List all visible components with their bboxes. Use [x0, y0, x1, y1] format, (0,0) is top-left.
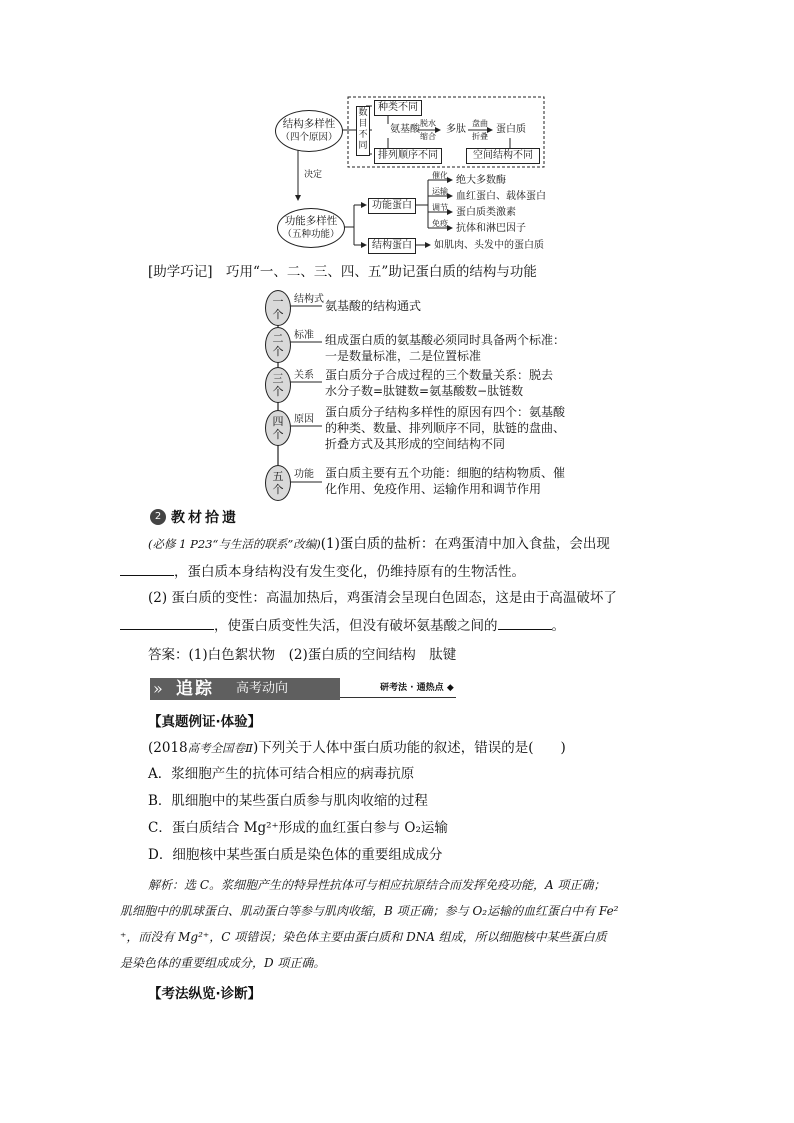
p1-line2 — [120, 561, 525, 582]
mnemonic-line: 水分子数=肽键数=氨基酸数−肽链数 — [325, 384, 524, 398]
func-transport-tag: 运输 — [432, 187, 448, 196]
mnemonic-line: 氨基酸的结构通式 — [325, 299, 422, 313]
mnemonic-line: 折叠方式及其形成的空间结构不同 — [325, 437, 506, 451]
protein-label: 蛋白质 — [496, 124, 526, 135]
question-stem — [148, 738, 566, 758]
func-regulation-desc: 蛋白质类激素 — [456, 207, 516, 218]
dehydrate-bottom-label: 缩合 — [420, 132, 436, 141]
mnemonic-text-1 — [325, 298, 421, 314]
p2-line1 — [148, 588, 617, 608]
option-d[interactable]: D．细胞核中某些蛋白质是染色体的重要组成成分 — [148, 847, 443, 863]
mnemonic-line: 组成蛋白质的氨基酸必须同时具备两个标准： — [325, 333, 566, 347]
p2-text: (2) 蛋白质的变性：高温加热后，鸡蛋清会呈现白色固态，这是由于高温破坏了 — [148, 590, 617, 606]
type-diff-box — [374, 100, 422, 116]
p1-line1 — [148, 534, 610, 554]
function-diversity-node — [277, 208, 345, 248]
analysis-line: 肌细胞中的肌球蛋白、肌动蛋白等参与肌肉收缩，B 项正确；参与 O₂运输的血红蛋白中有 Fe² — [120, 904, 619, 918]
section-badge — [150, 509, 166, 525]
num-char: 个 — [272, 385, 284, 398]
structure-node-line1: 结构多样性 — [282, 118, 336, 130]
helper-title: [助学巧记] 巧用“一、二、三、四、五”助记蛋白质的结构与功能 — [148, 264, 537, 280]
mnemonic-num-4 — [265, 410, 291, 446]
banner-right — [380, 683, 454, 694]
mnemonic-num-1 — [265, 290, 291, 326]
mnemonic-text-3 — [325, 367, 553, 399]
next-heading: 【考法纵览·诊断】 — [148, 986, 262, 1002]
p2-line2 — [120, 615, 565, 636]
p2-line2-a: ，使蛋白质变性失活，但没有破坏氨基酸之间的 — [214, 618, 498, 634]
question-source-a: (2018 — [148, 740, 188, 756]
banner-sub: 高考动向 — [236, 681, 289, 696]
structural-protein-box — [368, 238, 416, 254]
mnemonic-line: 一是数量标准，二是位置标准 — [325, 349, 482, 363]
analysis-line: 是染色体的重要组成成分，D 项正确。 — [120, 956, 326, 970]
polypeptide-label: 多肽 — [446, 124, 466, 135]
num-char: 五 — [272, 470, 284, 483]
question-source-b: 高考全国卷Ⅱ — [187, 741, 253, 755]
dehydrate-top-label: 脱水 — [420, 119, 436, 128]
num-char: 个 — [272, 308, 284, 321]
mnemonic-tag-2: 标准 — [294, 330, 314, 341]
analysis-line: 解析：选 C。浆细胞产生的特异性抗体可与相应抗原结合而发挥免疫功能，A 项正确； — [148, 878, 606, 892]
mnemonic-tag-5: 功能 — [294, 469, 314, 480]
amino-acid-label: 氨基酸 — [390, 124, 420, 135]
count-diff-box — [356, 106, 370, 156]
mnemonic-line: 蛋白质主要有五个功能：细胞的结构物质、催 — [325, 466, 566, 480]
func-immunity-tag: 免疫 — [432, 219, 448, 228]
function-node-line2: （五种功能） — [282, 229, 340, 240]
order-diff-box — [374, 148, 442, 164]
blank-1[interactable] — [120, 561, 174, 576]
functional-protein-label: 功能蛋白 — [372, 200, 412, 211]
num-char: 一 — [272, 295, 284, 308]
mnemonic-text-4 — [325, 404, 565, 452]
mnemonic-line: 化作用、免疫作用、运输作用和调节作用 — [325, 482, 542, 496]
blank-2[interactable] — [120, 615, 214, 630]
mnemonic-line: 蛋白质分子结构多样性的原因有四个：氨基酸 — [325, 405, 566, 419]
num-char: 二 — [272, 332, 284, 345]
structure-diversity-node — [275, 110, 343, 152]
mnemonic-num-3 — [265, 367, 291, 403]
p1-source: (必修 1 P23“与生活的联系”改编) — [148, 537, 321, 551]
functional-protein-box — [368, 198, 416, 214]
question-source-c: )下列关于人体中蛋白质功能的叙述，错误的是( ) — [252, 740, 566, 756]
fold-top-label: 盘曲 — [472, 119, 488, 128]
option-b[interactable]: B．肌细胞中的某些蛋白质参与肌肉收缩的过程 — [148, 793, 428, 809]
analysis-block — [120, 872, 619, 976]
func-immunity-desc: 抗体和淋巴因子 — [456, 223, 526, 234]
banner-rule — [340, 697, 456, 698]
mnemonic-tag-1: 结构式 — [294, 294, 324, 305]
p1-line2-text: ，蛋白质本身结构没有发生变化，仍维持原有的生物活性。 — [174, 564, 525, 580]
num-char: 三 — [272, 372, 284, 385]
section-title: 教材拾遗 — [171, 510, 239, 526]
type-diff-label: 种类不同 — [378, 102, 418, 113]
option-a[interactable]: A．浆细胞产生的抗体可结合相应的病毒抗原 — [148, 766, 415, 782]
question-heading: 【真题例证·体验】 — [148, 714, 262, 730]
space-diff-label: 空间结构不同 — [473, 150, 533, 161]
space-diff-box — [466, 148, 540, 164]
section-banner — [150, 678, 340, 700]
banner-arrow-icon: » — [153, 679, 163, 698]
mnemonic-tag-4: 原因 — [294, 414, 314, 425]
p1-text: (1)蛋白质的盐析：在鸡蛋清中加入食盐，会出现 — [320, 536, 610, 552]
structure-node-line2: （四个原因） — [280, 132, 338, 143]
mnemonic-num-2 — [265, 327, 291, 363]
option-c[interactable]: C．蛋白质结合 Mg²⁺形成的血红蛋白参与 O₂运输 — [148, 820, 448, 836]
func-catalysis-tag: 催化 — [432, 171, 448, 180]
func-regulation-tag: 调节 — [432, 203, 448, 212]
analysis-line: ⁺，而没有 Mg²⁺，C 项错误；染色体主要由蛋白质和 DNA 组成，所以细胞核中某些蛋白质 — [120, 930, 607, 944]
mnemonic-text-5 — [325, 465, 565, 497]
struct-protein-desc: 如肌肉、头发中的蛋白质 — [434, 240, 544, 251]
p2-line2-b: 。 — [551, 618, 565, 634]
function-node-line1: 功能多样性 — [284, 215, 338, 227]
count-diff-label: 数目不同 — [358, 108, 368, 151]
mnemonic-num-5 — [265, 465, 291, 501]
num-char: 个 — [272, 483, 284, 496]
banner-right-text: 研考法 · 通热点 — [380, 683, 444, 693]
decide-label: 决定 — [304, 170, 323, 180]
diamond-icon: ◆ — [446, 683, 454, 693]
num-char: 四 — [272, 415, 284, 428]
order-diff-label: 排列顺序不同 — [378, 150, 438, 161]
fold-bottom-label: 折叠 — [472, 132, 488, 141]
num-char: 个 — [272, 345, 284, 358]
mnemonic-line: 的种类、数量、排列顺序不同，肽链的盘曲、 — [325, 421, 566, 435]
answer-line: 答案：(1)白色絮状物 (2)蛋白质的空间结构 肽键 — [148, 647, 457, 663]
func-catalysis-desc: 绝大多数酶 — [456, 175, 506, 186]
mnemonic-text-2 — [325, 332, 565, 364]
structural-protein-label: 结构蛋白 — [372, 240, 412, 251]
num-char: 个 — [272, 428, 284, 441]
banner-main: 追踪 — [176, 679, 214, 699]
func-transport-desc: 血红蛋白、载体蛋白 — [456, 191, 546, 202]
blank-3[interactable] — [498, 615, 552, 630]
section-badge-num: 2 — [154, 511, 162, 522]
mnemonic-tag-3: 关系 — [294, 370, 314, 381]
mnemonic-line: 蛋白质分子合成过程的三个数量关系：脱去 — [325, 368, 554, 382]
